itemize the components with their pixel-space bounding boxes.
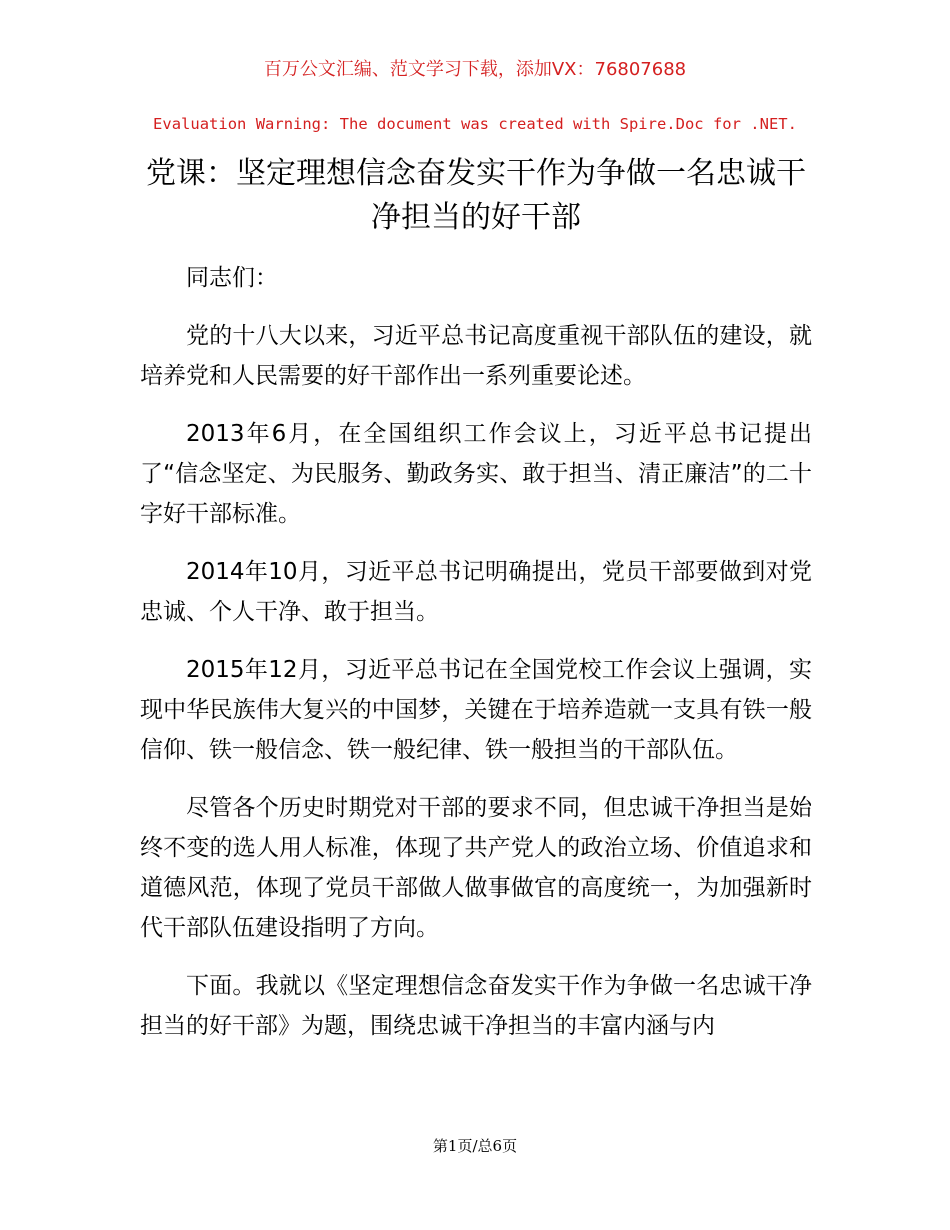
page-number-footer: 第1页/总6页: [432, 1137, 518, 1155]
document-title: 党课：坚定理想信念奋发实干作为争做一名忠诚干净担当的好干部: [146, 156, 806, 235]
paragraph: 党的十八大以来，习近平总书记高度重视干部队伍的建设，就培养党和人民需要的好干部作出一系列重要论述。: [140, 323, 812, 389]
paragraph-greeting: 同志们：: [186, 265, 278, 291]
document-body: [140, 258, 812, 1064]
evaluation-warning: Evaluation Warning: The document was created with Spire.Doc for .NET.: [153, 115, 797, 133]
paragraph: 尽管各个历史时期党对干部的要求不同，但忠诚干净担当是始终不变的选人用人标准，体现了共产党人的政治立场、价值追求和道德风范，体现了党员干部做人做事做官的高度统一，为加强新时代干部队伍建设指明了方向。: [140, 795, 812, 941]
paragraph: 2014年10月，习近平总书记明确提出，党员干部要做到对党忠诚、个人干净、敢于担当。: [140, 559, 812, 625]
header-ad-text: 百万公文汇编、范文学习下载，添加VX：76807688: [263, 59, 687, 80]
paragraph: 2013年6月，在全国组织工作会议上，习近平总书记提出了“信念坚定、为民服务、勤政务实、敢于担当、清正廉洁”的二十字好干部标准。: [140, 421, 812, 527]
paragraph: 下面。我就以《坚定理想信念奋发实干作为争做一名忠诚干净担当的好干部》为题，围绕忠诚干净担当的丰富内涵与内: [140, 973, 812, 1039]
paragraph: 2015年12月，习近平总书记在全国党校工作会议上强调，实现中华民族伟大复兴的中国梦，关键在于培养造就一支具有铁一般信仰、铁一般信念、铁一般纪律、铁一般担当的干部队伍。: [140, 657, 812, 763]
